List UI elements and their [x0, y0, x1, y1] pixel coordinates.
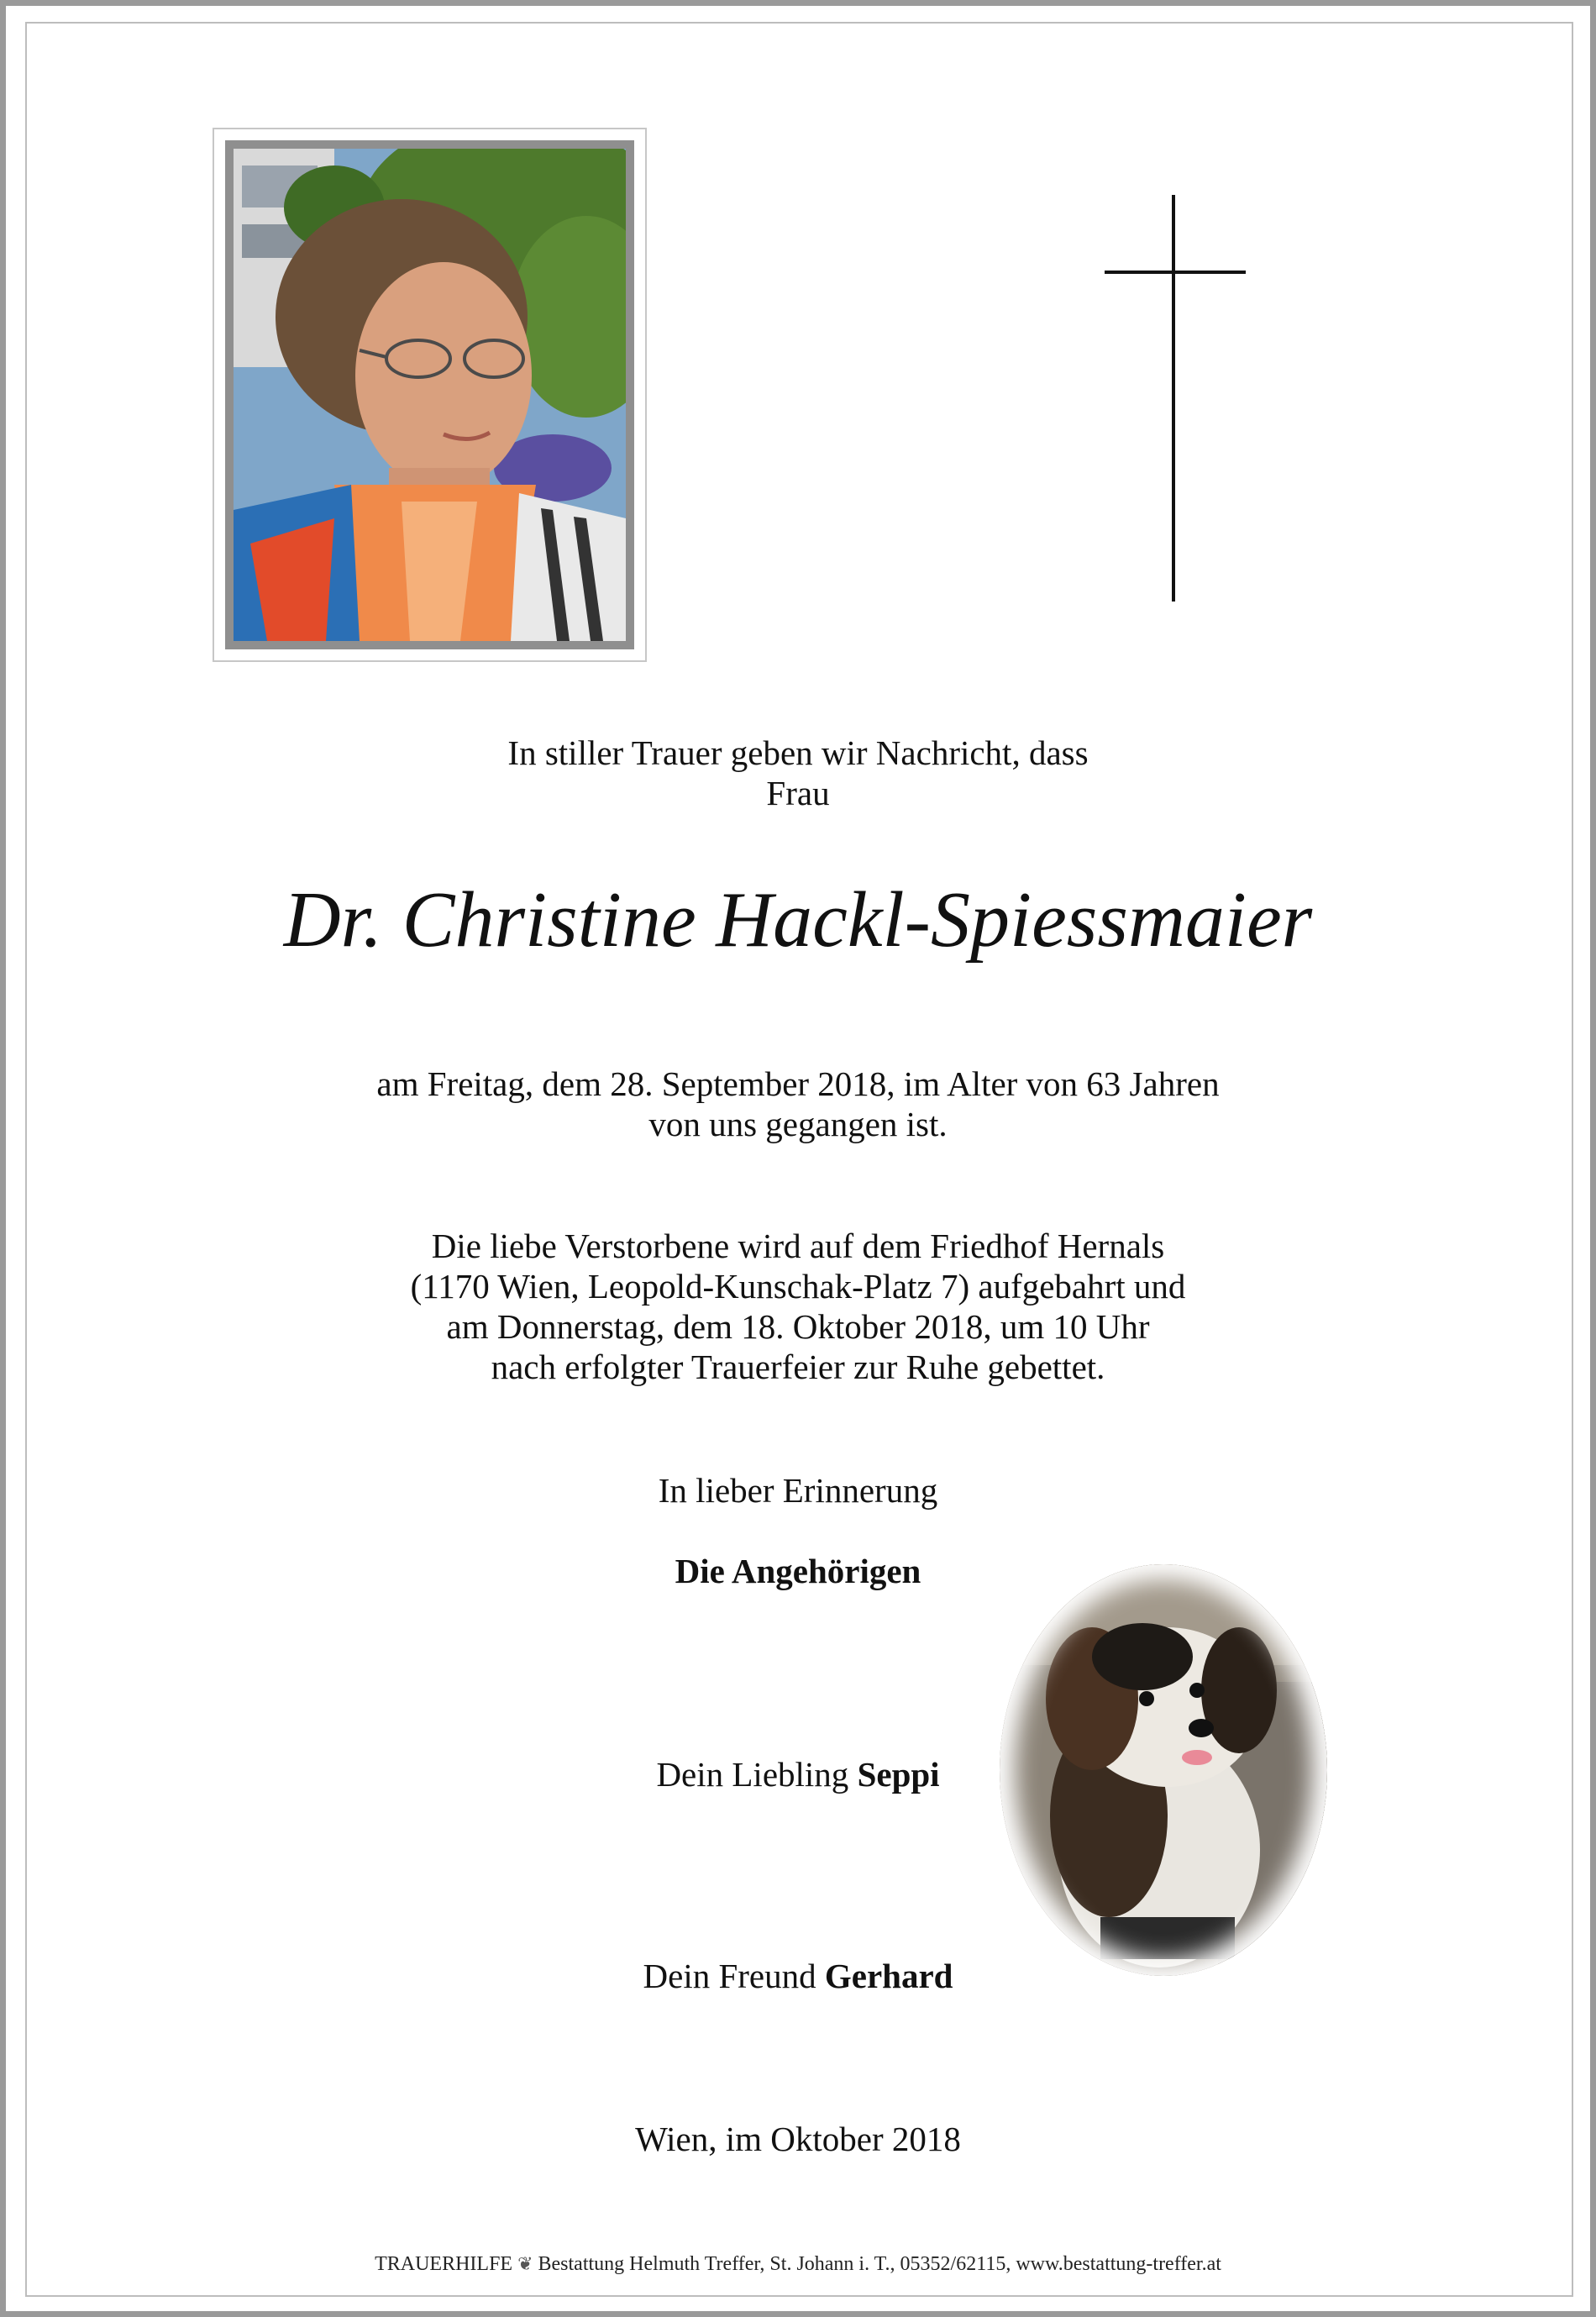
deceased-name: Dr. Christine Hackl-Spiessmaier: [283, 876, 1313, 964]
death-line-2: von uns gegangen ist.: [648, 1105, 948, 1143]
intro-line-1: In stiller Trauer geben wir Nachricht, dass: [507, 733, 1089, 772]
burial-details: [0, 1226, 1596, 1387]
portrait-mat: [225, 140, 634, 649]
friend-name: Gerhard: [824, 1957, 953, 1995]
relatives-text: Die Angehörigen: [675, 1552, 921, 1590]
deceased-name-block: [0, 874, 1596, 966]
relatives-line: [0, 1551, 1596, 1591]
friend-line: [0, 1956, 1596, 1996]
footer-right: Bestattung Helmuth Treffer, St. Johann i. T., 05352/62115, www.bestattung-treffer.at: [538, 2253, 1221, 2275]
pet-line: [0, 1754, 1596, 1794]
memory-text: In lieber Erinnerung: [658, 1471, 938, 1510]
dove-icon: ❦: [517, 2253, 533, 2274]
footer: [0, 2251, 1596, 2277]
place-date-line: [0, 2119, 1596, 2159]
friend-line-text: [0, 1956, 1596, 1996]
death-line-1: am Freitag, dem 28. September 2018, im Alter von 63 Jahren: [376, 1064, 1220, 1103]
memory-line: [0, 1470, 1596, 1511]
death-details: [0, 1064, 1596, 1144]
pet-line-text: [0, 1754, 1596, 1794]
cross-bar: [1105, 271, 1246, 274]
pet-name: Seppi: [857, 1755, 940, 1794]
intro-line-2: Frau: [766, 774, 830, 812]
portrait-frame: [213, 128, 647, 662]
friend-prefix: Dein Freund: [643, 1957, 825, 1995]
cross-icon: [1172, 195, 1175, 602]
portrait-photo: [234, 149, 626, 641]
footer-left: TRAUERHILFE: [375, 2253, 513, 2275]
burial-line-3: am Donnerstag, dem 18. Oktober 2018, um 10 Uhr: [446, 1307, 1150, 1346]
burial-line-4: nach erfolgter Trauerfeier zur Ruhe gebettet.: [491, 1348, 1105, 1386]
burial-line-2: (1170 Wien, Leopold-Kunschak-Platz 7) aufgebahrt und: [410, 1267, 1186, 1306]
pet-photo-vignette: [1000, 1564, 1327, 1976]
burial-line-1: Die liebe Verstorbene wird auf dem Friedhof Hernals: [431, 1227, 1165, 1265]
pet-prefix: Dein Liebling: [656, 1755, 858, 1794]
place-date: Wien, im Oktober 2018: [635, 2120, 961, 2158]
intro-text: [0, 733, 1596, 813]
pet-photo: [1000, 1564, 1327, 1976]
